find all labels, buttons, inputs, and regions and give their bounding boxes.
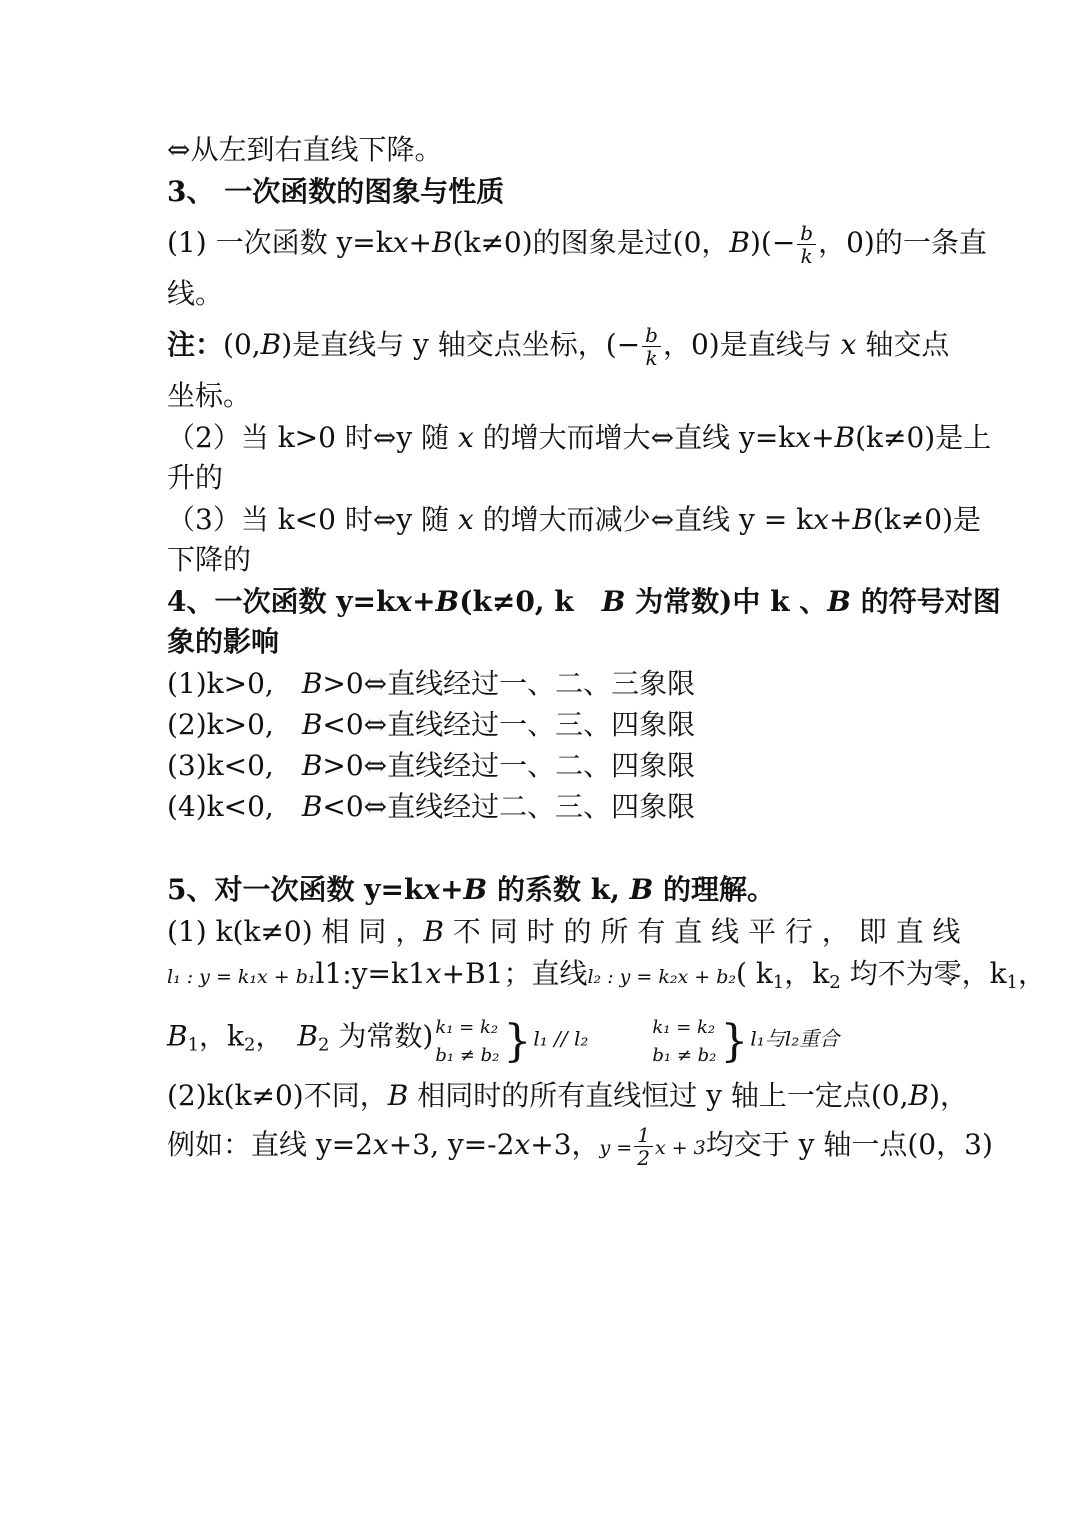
- text-line: [167, 1010, 942, 1066]
- example-line: [167, 1123, 993, 1180]
- text-span: )(−: [749, 226, 796, 259]
- text-span: 均交于 y 轴一点(0，3): [705, 1128, 993, 1161]
- text-span: 为常数): [329, 1019, 434, 1053]
- section-heading-4: [167, 582, 1001, 622]
- case-line: [167, 746, 942, 786]
- text-line: [167, 954, 1047, 1003]
- math-var: B: [260, 328, 282, 361]
- text-span: >0⇔直线经过一、二、四象限: [322, 749, 696, 782]
- heading-text: 象的影响: [167, 625, 280, 658]
- math-var: x: [425, 957, 442, 990]
- right-brace-icon: }: [503, 1016, 532, 1067]
- heading-text: (k≠0, k: [459, 585, 602, 618]
- text-span: 相同时的所有直线恒过 y 轴上一定点(0,: [408, 1079, 909, 1112]
- text-span: ，: [1018, 957, 1047, 990]
- text-span: 例如：直线 y=2: [167, 1128, 373, 1161]
- text-span: B: [465, 957, 486, 990]
- text-line: [167, 500, 981, 540]
- text-span: 线。: [167, 277, 224, 310]
- equation-system-parallel: [435, 1014, 499, 1070]
- text-span: +: [811, 421, 835, 454]
- equation-l1: l₁ : y = k₁x + b₁: [167, 966, 316, 988]
- math-var: B: [301, 708, 323, 741]
- system-row: b₁ ≠ b₂: [652, 1045, 717, 1066]
- case-line: [167, 705, 942, 745]
- system-result: l₁ // l₂: [533, 1026, 589, 1051]
- text-line: [167, 221, 987, 268]
- section-heading-3: [167, 172, 942, 212]
- heading-text: 4、一次函数 y=k: [167, 585, 396, 618]
- math-var: x: [457, 503, 474, 536]
- right-brace-icon: }: [720, 1016, 749, 1067]
- text-span: (4)k<0,: [167, 790, 302, 823]
- text-span: 轴交点: [856, 328, 950, 361]
- math-var: B: [601, 585, 626, 618]
- text-span: （2）当 k>0 时⇔y 随: [167, 421, 458, 454]
- math-var: B: [301, 749, 323, 782]
- text-line: [167, 1076, 968, 1116]
- fraction-numerator: b: [797, 222, 816, 245]
- text-span: (3)k<0,: [167, 749, 302, 782]
- math-var: B: [852, 503, 873, 536]
- math-var: B: [834, 421, 856, 454]
- text-span: ，k: [784, 957, 830, 990]
- system-result: l₁与l₂重合: [750, 1026, 840, 1051]
- math-var: B: [301, 667, 323, 700]
- math-var: B: [431, 226, 453, 259]
- section-heading-5: [167, 870, 942, 910]
- math-var: B: [908, 1079, 930, 1112]
- math-var: B: [423, 915, 444, 948]
- equation-example: x + 3: [654, 1137, 706, 1159]
- math-var: B: [729, 226, 750, 259]
- text-span: )是直线与 y 轴交点坐标，(−: [281, 328, 641, 361]
- math-var: x: [795, 421, 812, 454]
- math-var: x: [457, 421, 474, 454]
- math-var: B: [827, 585, 851, 618]
- text-span: 均不为零，k: [840, 957, 1007, 990]
- text-line: [167, 418, 992, 458]
- text-span: (2)k>0,: [167, 708, 302, 741]
- subscript: 1: [187, 1034, 200, 1056]
- text-span: (1) k(k≠0) 相 同 ，: [167, 915, 424, 948]
- math-var: B: [301, 790, 323, 823]
- fraction-one-half: [634, 1124, 653, 1169]
- text-span: +: [828, 503, 853, 536]
- text-span: 坐标。: [167, 379, 252, 412]
- system-row: k₁ = k₂: [435, 1017, 499, 1038]
- math-var: x: [395, 585, 413, 618]
- subscript: 2: [829, 972, 841, 993]
- text-span: (k≠0)的图象是过(0，: [452, 226, 730, 259]
- text-span: 1；直线: [485, 957, 588, 990]
- subscript: 2: [318, 1034, 330, 1056]
- note-label: 注：: [167, 328, 224, 361]
- text-line: [167, 274, 942, 314]
- text-line: [167, 458, 942, 498]
- text-span: 升的: [167, 461, 224, 494]
- text-line: [167, 130, 942, 170]
- text-span: 的增大而增大⇔直线 y=k: [473, 421, 796, 454]
- text-span: 不 同 时 的 所 有 直 线 平 行 ， 即 直 线: [443, 915, 961, 948]
- math-var: x: [423, 873, 441, 906]
- heading-text: 的符号对图: [850, 585, 1001, 618]
- fraction-denominator: k: [800, 244, 813, 268]
- text-span: <0⇔直线经过一、三、四象限: [322, 708, 696, 741]
- math-var: B: [167, 1019, 188, 1053]
- heading-text: 的系数 k,: [487, 873, 630, 906]
- case-line: [167, 664, 942, 704]
- heading-text: 的理解。: [653, 873, 776, 906]
- text-span: (k≠0)是上: [855, 421, 992, 454]
- subscript: 1: [772, 972, 785, 993]
- text-span: (1)k>0,: [167, 667, 302, 700]
- text-span: )，: [929, 1079, 968, 1112]
- text-span: ( k: [736, 957, 773, 990]
- math-var: x: [373, 1128, 389, 1161]
- text-span: (1) 一次函数 y=k: [167, 226, 393, 259]
- heading-text: 为常数)中 k 、: [625, 585, 828, 618]
- fraction-denominator: k: [645, 346, 658, 370]
- subscript: 1: [1006, 972, 1018, 993]
- math-var: x: [840, 328, 857, 361]
- equation-l2: l₂ : y = k₂x + b₂: [587, 966, 736, 988]
- text-span: (k≠0)是: [872, 503, 981, 536]
- heading-text: +: [412, 585, 436, 618]
- math-var: B: [387, 1079, 409, 1112]
- fraction-numerator: b: [642, 324, 661, 347]
- text-span: (2)k(k≠0)不同，: [167, 1079, 388, 1112]
- text-span: ，: [255, 1019, 298, 1053]
- text-span: l1:y=k1: [315, 957, 426, 990]
- case-line: [167, 787, 942, 827]
- math-var: x: [514, 1128, 531, 1161]
- fraction-denominator: 2: [637, 1146, 650, 1170]
- fraction-numerator: 1: [634, 1124, 653, 1147]
- text-line: [167, 912, 961, 952]
- text-line: [167, 376, 942, 416]
- text-span: +: [408, 226, 432, 259]
- math-var: x: [813, 503, 829, 536]
- text-span: (0,: [223, 328, 261, 361]
- text-span: +: [441, 957, 466, 990]
- subscript: 2: [244, 1034, 256, 1056]
- system-row: k₁ = k₂: [652, 1017, 716, 1038]
- system-row: b₁ ≠ b₂: [435, 1045, 500, 1066]
- text-span: ，0)的一条直: [818, 226, 987, 259]
- text-span: ⇔从左到右直线下降。: [167, 133, 443, 166]
- note-line: [167, 323, 950, 370]
- heading-text: +: [440, 873, 464, 906]
- heading-text: 5、对一次函数 y=k: [167, 873, 424, 906]
- text-span: ，k: [199, 1019, 244, 1053]
- heading-text: 3、 一次函数的图象与性质: [167, 175, 505, 208]
- math-var: x: [392, 226, 409, 259]
- fraction-b-over-k: [642, 324, 661, 369]
- text-line: [167, 540, 942, 580]
- equation-example: y =: [599, 1137, 633, 1159]
- math-var: B: [629, 873, 654, 906]
- text-span: （3）当 k<0 时⇔y 随: [167, 503, 458, 536]
- text-span: >0⇔直线经过一、二、三象限: [322, 667, 696, 700]
- fraction-b-over-k: [797, 222, 816, 267]
- text-span: +3，: [530, 1128, 600, 1161]
- section-heading-4-cont: [167, 622, 942, 662]
- text-span: +3, y=-2: [388, 1128, 515, 1161]
- equation-system-coincide: [652, 1014, 716, 1070]
- text-span: 下降的: [167, 543, 252, 576]
- text-span: ，0)是直线与: [662, 328, 841, 361]
- math-var: B: [435, 585, 460, 618]
- math-var: B: [297, 1019, 319, 1053]
- text-span: 的增大而减少⇔直线 y = k: [473, 503, 814, 536]
- math-var: B: [463, 873, 488, 906]
- text-span: <0⇔直线经过二、三、四象限: [322, 790, 696, 823]
